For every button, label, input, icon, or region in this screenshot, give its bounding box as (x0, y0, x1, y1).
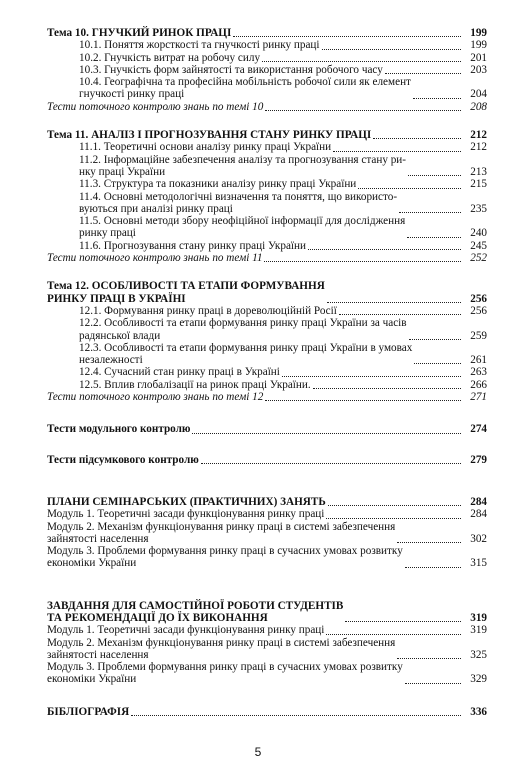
toc-item: 11.2. Інформаційне забезпечення аналізу та прогнозування стану ри- нку праці України 213 (79, 153, 487, 178)
toc-heading: Тема 12. ОСОБЛИВОСТІ ТА ЕТАПИ ФОРМУВАННЯ РИНКУ ПРАЦІ В УКРАЇНІ 256 (47, 280, 487, 305)
toc-item: 11.5. Основні методи збору неофіційної інформації для дослідження ринку праці 240 (79, 215, 487, 240)
topic-12-block (47, 280, 487, 403)
toc-item: 12.2. Особливості та етапи формування ринку праці України за часів радянської влади 259 (79, 317, 487, 342)
toc-item: Модуль 2. Механізм функціонування ринку праці в системі забезпечення зайнятості населення 325 (47, 636, 487, 661)
toc-item: 12.4. Сучасний стан ринку праці в Україні 263 (79, 366, 487, 379)
toc-item: 11.3. Структура та показники аналізу ринку праці України 215 (79, 178, 487, 191)
toc-item: Модуль 3. Проблеми формування ринку праці в сучасних умовах розвитку економіки України 329 (47, 661, 487, 686)
toc-bibliography: БІБЛІОГРАФІЯ 336 (47, 705, 487, 718)
toc-item: 11.6. Прогнозування стану ринку праці України 245 (79, 239, 487, 252)
toc-item: 11.4. Основні методологічні визначення та поняття, що використо- вуються при аналізі ринку праці 235 (79, 190, 487, 215)
toc-item: Модуль 1. Теоретичні засади функціонування ринку праці 319 (47, 624, 487, 637)
toc-heading-text: Тема 10. ГНУЧКИЙ РИНОК ПРАЦІ (47, 27, 232, 39)
seminars-block (47, 496, 487, 570)
toc-item: 10.2. Гнучкість витрат на робочу силу 201 (79, 51, 487, 64)
toc-modular-tests: Тести модульного контролю 274 (47, 423, 487, 436)
toc-final-tests: Тести підсумкового контролю 279 (47, 453, 487, 466)
toc-item: 10.3. Гнучкість форм зайнятості та використання робочого часу 203 (79, 63, 487, 76)
toc-heading: ЗАВДАННЯ ДЛЯ САМОСТІЙНОЇ РОБОТИ СТУДЕНТІВ ТА РЕКОМЕНДАЦІЇ ДО ЇХ ВИКОНАННЯ 319 (47, 599, 487, 624)
toc-tests: Тести поточного контролю знань по темі 12 271 (47, 391, 487, 404)
toc-tests: Тести поточного контролю знань по темі 10 208 (47, 100, 487, 113)
toc-heading (47, 27, 487, 39)
toc-item: 12.3. Особливості та етапи формування ринку праці України в умовах незалежності 261 (79, 341, 487, 367)
toc-item: 12.1. Формування ринку праці в дореволюційній Росії 256 (79, 304, 487, 317)
toc-item: 11.1. Теоретичні основи аналізу ринку праці України 212 (79, 141, 487, 154)
toc-item: 12.5. Вплив глобалізації на ринок праці України. 266 (79, 378, 487, 391)
topic-11-block (47, 129, 487, 264)
toc-item: 10.1. Поняття жорсткості та гнучкості ринку праці 199 (79, 39, 487, 52)
toc-heading: ПЛАНИ СЕМІНАРСЬКИХ (ПРАКТИЧНИХ) ЗАНЯТЬ 284 (47, 495, 487, 508)
toc-page-number: 199 (470, 27, 487, 39)
toc-tests: Тести поточного контролю знань по темі 11 252 (47, 252, 487, 265)
toc-item: Модуль 2. Механізм функціонування ринку праці в системі забезпечення зайнятості населення 302 (47, 520, 487, 545)
topic-10-block (47, 27, 487, 113)
page-number: 5 (254, 745, 262, 759)
selfwork-block (47, 600, 487, 686)
toc-item: Модуль 1. Теоретичні засади функціонування ринку праці 284 (47, 508, 487, 521)
toc-item: Модуль 3. Проблеми формування ринку праці в сучасних умовах розвитку економіки України 315 (47, 545, 487, 570)
toc-item: 10.4. Географічна та професійна мобільність робочої сили як елемент гнучкості ринку праці 204 (79, 76, 487, 101)
toc-heading: Тема 11. АНАЛІЗ І ПРОГНОЗУВАННЯ СТАНУ РИНКУ ПРАЦІ 212 (47, 129, 487, 142)
table-of-contents (47, 27, 487, 718)
